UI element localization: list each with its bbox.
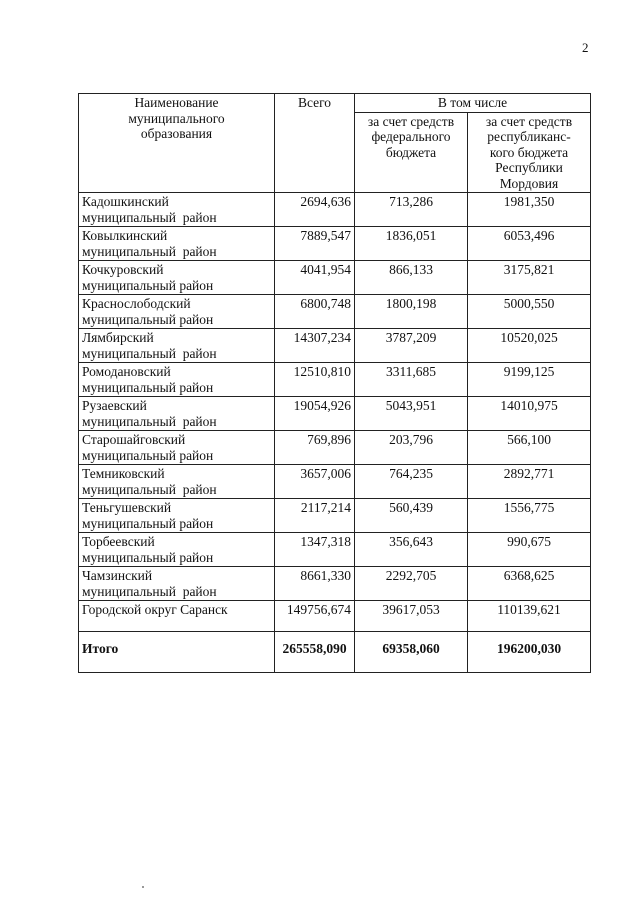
federal-amount: 560,439 xyxy=(355,499,468,533)
total-amount: 14307,234 xyxy=(275,329,355,363)
municipality-name xyxy=(79,261,275,295)
republic-amount: 1556,775 xyxy=(468,499,591,533)
total-amount: 4041,954 xyxy=(275,261,355,295)
federal-amount: 713,286 xyxy=(355,193,468,227)
municipality-name-line: муниципальный район xyxy=(82,379,214,395)
republic-amount: 110139,621 xyxy=(468,601,591,632)
header-including: В том числе xyxy=(355,94,591,113)
republic-amount: 6368,625 xyxy=(468,567,591,601)
federal-amount: 1836,051 xyxy=(355,227,468,261)
page-number: 2 xyxy=(582,40,589,55)
grand-republic-amount: 196200,030 xyxy=(468,632,591,673)
total-amount: 2694,636 xyxy=(275,193,355,227)
republic-amount: 3175,821 xyxy=(468,261,591,295)
municipality-name xyxy=(79,465,275,499)
grand-total-amount: 265558,090 xyxy=(275,632,355,673)
federal-amount: 866,133 xyxy=(355,261,468,295)
municipality-name-line: муниципальный район xyxy=(82,277,214,293)
republic-amount: 14010,975 xyxy=(468,397,591,431)
header-municipality xyxy=(79,94,275,193)
table-row xyxy=(79,193,591,227)
table-body xyxy=(79,193,591,673)
total-amount: 769,896 xyxy=(275,431,355,465)
header-federal-line: бюджета xyxy=(385,144,437,160)
municipality-name xyxy=(79,431,275,465)
municipality-name-line: муниципальный район xyxy=(82,549,214,565)
municipality-name-line: Кочкуровский xyxy=(82,262,164,277)
republic-amount: 2892,771 xyxy=(468,465,591,499)
table-row xyxy=(79,227,591,261)
table-row-city xyxy=(79,601,591,632)
municipality-name-line: Краснослободский xyxy=(82,296,191,311)
municipality-name-line: муниципальный район xyxy=(82,311,214,327)
federal-amount: 764,235 xyxy=(355,465,468,499)
municipality-name-line: Ковылкинский xyxy=(82,228,168,243)
table-row xyxy=(79,499,591,533)
municipality-name-line: Ромодановский xyxy=(82,364,171,379)
header-total: Всего xyxy=(275,94,355,193)
municipality-name-line: муниципальный район xyxy=(82,447,214,463)
table-row xyxy=(79,295,591,329)
municipality-name-line: муниципальный район xyxy=(82,413,217,429)
republic-amount: 9199,125 xyxy=(468,363,591,397)
municipality-name-line: Лямбирский xyxy=(82,330,154,345)
municipality-name xyxy=(79,363,275,397)
table-row xyxy=(79,261,591,295)
municipality-name xyxy=(79,499,275,533)
table-row xyxy=(79,363,591,397)
republic-amount: 5000,550 xyxy=(468,295,591,329)
municipality-name xyxy=(79,533,275,567)
header-municipality-line: муниципального xyxy=(128,110,225,126)
grand-federal-amount: 69358,060 xyxy=(355,632,468,673)
header-republic-line: Мордовия xyxy=(499,175,559,191)
header-municipality-line: образования xyxy=(140,126,213,141)
table-row xyxy=(79,465,591,499)
federal-amount: 3311,685 xyxy=(355,363,468,397)
total-amount: 149756,674 xyxy=(275,601,355,632)
header-republic xyxy=(468,112,591,193)
municipality-name-line: муниципальный район xyxy=(82,243,217,259)
municipality-name-line: Кадошкинский xyxy=(82,194,169,209)
municipality-name-line: Чамзинский xyxy=(82,568,153,583)
header-republic-line: республиканс- xyxy=(487,129,571,144)
header-republic-line: за счет средств xyxy=(485,113,573,129)
federal-amount: 39617,053 xyxy=(355,601,468,632)
total-amount: 2117,214 xyxy=(275,499,355,533)
total-amount: 12510,810 xyxy=(275,363,355,397)
table-row xyxy=(79,329,591,363)
municipality-name: Городской округ Саранск xyxy=(79,601,275,632)
federal-amount: 356,643 xyxy=(355,533,468,567)
header-federal-line: федерального xyxy=(371,129,451,144)
municipality-name-line: Старошайговский xyxy=(82,432,186,447)
republic-amount: 6053,496 xyxy=(468,227,591,261)
table-row xyxy=(79,397,591,431)
federal-amount: 2292,705 xyxy=(355,567,468,601)
federal-amount: 3787,209 xyxy=(355,329,468,363)
total-amount: 6800,748 xyxy=(275,295,355,329)
total-amount: 1347,318 xyxy=(275,533,355,567)
table-row xyxy=(79,567,591,601)
header-republic-line: Республики xyxy=(495,160,563,175)
header-federal xyxy=(355,112,468,193)
federal-amount: 5043,951 xyxy=(355,397,468,431)
table-row xyxy=(79,431,591,465)
total-amount: 3657,006 xyxy=(275,465,355,499)
republic-amount: 1981,350 xyxy=(468,193,591,227)
municipality-name xyxy=(79,227,275,261)
municipality-name-line: муниципальный район xyxy=(82,345,217,361)
municipality-name-line: Темниковский xyxy=(82,466,165,481)
municipality-name xyxy=(79,567,275,601)
municipality-name-line: муниципальный район xyxy=(82,515,214,531)
header-municipality-line: Наименование xyxy=(134,95,219,110)
total-amount: 19054,926 xyxy=(275,397,355,431)
municipality-name-line: Теньгушевский xyxy=(82,500,172,515)
total-amount: 8661,330 xyxy=(275,567,355,601)
municipality-name-line: Рузаевский xyxy=(82,398,147,413)
municipality-name-line: муниципальный район xyxy=(82,209,217,225)
municipality-name xyxy=(79,329,275,363)
republic-amount: 566,100 xyxy=(468,431,591,465)
total-amount: 7889,547 xyxy=(275,227,355,261)
table-row xyxy=(79,533,591,567)
municipality-name xyxy=(79,295,275,329)
republic-amount: 990,675 xyxy=(468,533,591,567)
table-row-total xyxy=(79,632,591,673)
total-label: Итого xyxy=(79,632,275,673)
municipality-name-line: муниципальный район xyxy=(82,583,217,599)
header-republic-line: кого бюджета xyxy=(489,144,569,160)
federal-amount: 203,796 xyxy=(355,431,468,465)
federal-amount: 1800,198 xyxy=(355,295,468,329)
header-federal-line: за счет средств xyxy=(367,113,455,129)
municipality-name-line: Торбеевский xyxy=(82,534,155,549)
municipality-name xyxy=(79,193,275,227)
municipality-name xyxy=(79,397,275,431)
municipality-name-line: муниципальный район xyxy=(82,481,217,497)
budget-table xyxy=(78,93,591,673)
republic-amount: 10520,025 xyxy=(468,329,591,363)
scan-speck xyxy=(142,886,144,888)
